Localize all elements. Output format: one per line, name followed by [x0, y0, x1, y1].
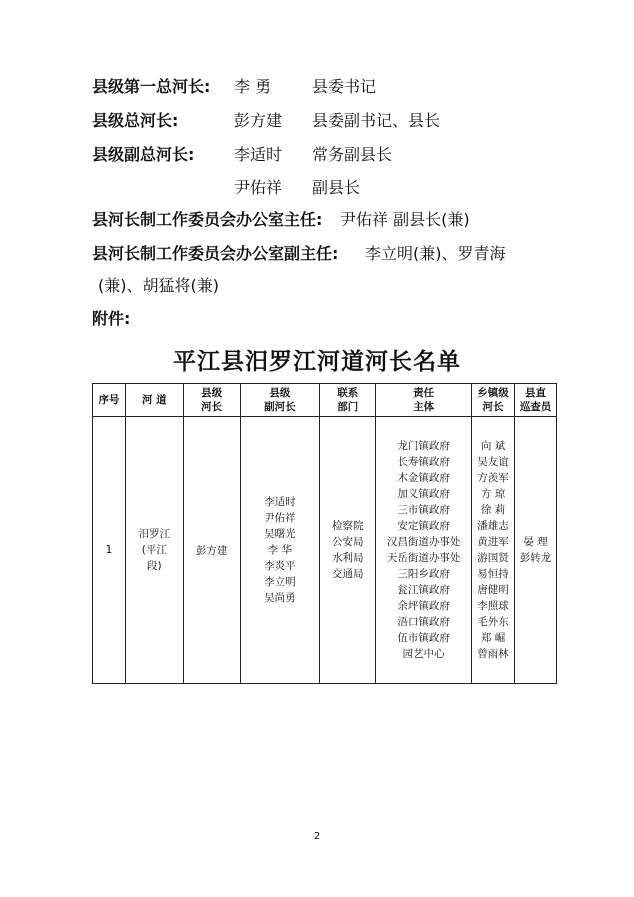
table-header-row: [93, 384, 557, 417]
leader-role: 县委书记: [312, 77, 377, 96]
cell-inspectors: 晏 理 彭转龙: [515, 417, 557, 684]
office-director-label: 县河长制工作委员会办公室主任:: [92, 210, 323, 229]
office-deputy-value: 李立明(兼)、罗青海: [365, 244, 506, 263]
leader-role: 常务副县长: [312, 145, 393, 164]
leader-name: 彭方建: [234, 111, 283, 130]
cell-river: 汨罗江 (平江 段): [125, 417, 183, 684]
leader-name: 李适时: [234, 145, 283, 164]
col-header-responsible: 责任 主体: [376, 384, 472, 417]
leader-name: 李 勇: [234, 77, 272, 96]
col-header-deputy-chief: 县级 副河长: [240, 384, 320, 417]
leader-role: 副县长: [312, 178, 361, 197]
office-deputy-continuation: (兼)、胡猛将(兼): [98, 276, 219, 295]
office-director-value: 尹佑祥 副县长(兼): [340, 210, 470, 229]
cell-departments: 检察院 公安局 水利局 交通局: [320, 417, 376, 684]
col-header-county-chief: 县级 河长: [183, 384, 240, 417]
table-row: [93, 417, 557, 684]
leader-label: 县级总河长:: [92, 111, 179, 130]
leader-label: 县级第一总河长:: [92, 77, 211, 96]
office-deputy-label: 县河长制工作委员会办公室副主任:: [92, 244, 339, 263]
cell-township-chiefs: 向 斌 吴友谊 方羡军 方 琼 徐 莉 潘雄志 黄进军 游国贤 易恒持 唐健明 李照球 毛外东 郑 崛 曾雨林: [472, 417, 515, 684]
leader-name: 尹佑祥: [234, 178, 283, 197]
leader-role: 县委副书记、县长: [312, 111, 441, 130]
col-header-township-chief: 乡镇级 河长: [472, 384, 515, 417]
cell-index: 1: [93, 417, 126, 684]
cell-county-chief: 彭方建: [183, 417, 240, 684]
col-header-department: 联系 部门: [320, 384, 376, 417]
cell-deputy-chiefs: 李适时 尹佑祥 吴曙光 李 华 李炎平 李立明 吴尚勇: [240, 417, 320, 684]
river-chief-table: [92, 383, 557, 684]
col-header-river: 河 道: [125, 384, 183, 417]
col-header-inspector: 县直 巡查员: [515, 384, 557, 417]
col-header-index: 序号: [93, 384, 126, 417]
leader-label: 县级副总河长:: [92, 145, 195, 164]
cell-responsible: 龙门镇政府 长寿镇政府 木金镇政府 加义镇政府 三市镇政府 安定镇政府 汉昌街道办事处 天岳街道办事处 三阳乡政府 瓮江镇政府 余坪镇政府 浯口镇政府 伍市镇政府 园艺中心: [376, 417, 472, 684]
table-title: 平江县汨罗江河道河长名单: [173, 348, 461, 375]
page-number: 2: [313, 831, 321, 842]
attachment-label: 附件:: [92, 309, 131, 328]
